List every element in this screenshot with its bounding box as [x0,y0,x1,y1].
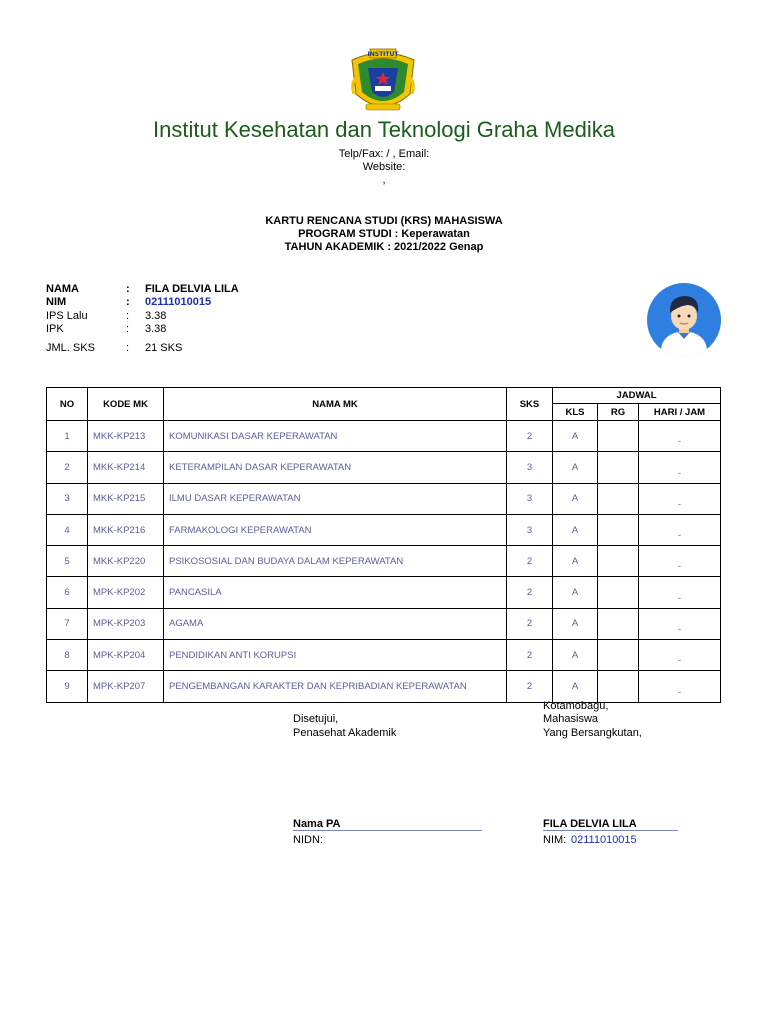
ipk-label: IPK [46,323,64,335]
row-kode: MPK-KP207 [88,671,164,702]
name-value: FILA DELVIA LILA [145,283,239,295]
nim-sep: : [126,296,130,308]
row-kls: A [553,483,598,514]
institution-name: Institut Kesehatan dan Teknologi Graha Medika [153,117,615,142]
row-kls: A [553,514,598,545]
row-kls: A [553,452,598,483]
row-rg [598,671,639,702]
row-no: 4 [47,514,88,545]
nidn-label: NIDN: [293,834,323,846]
krs-table [46,387,721,703]
nim-value: 02111010015 [145,296,212,308]
name-label: NAMA [46,283,79,295]
advisor-label: Penasehat Akademik [293,727,397,739]
row-kode: MKK-KP214 [88,452,164,483]
ipk-sep: : [126,323,130,335]
row-hari: - [639,640,721,671]
header-kls: KLS [553,404,598,421]
row-sks: 2 [507,671,553,702]
student-self-label: Yang Bersangkutan, [543,727,642,739]
table-row [47,640,721,671]
row-sks: 3 [507,483,553,514]
row-kls: A [553,608,598,639]
row-nama: PSIKOSOSIAL DAN BUDAYA DALAM KEPERAWATAN [164,546,507,577]
row-sks: 2 [507,608,553,639]
row-kls: A [553,546,598,577]
table-row [47,671,721,702]
row-nama: PANCASILA [164,577,507,608]
row-rg [598,546,639,577]
table-row [47,452,721,483]
nim-label: NIM [46,296,67,308]
row-nama: KOMUNIKASI DASAR KEPERAWATAN [164,421,507,452]
city-date: Kotamobagu, [543,700,609,712]
row-kode: MKK-KP215 [88,483,164,514]
table-row [47,483,721,514]
document-title: KARTU RENCANA STUDI (KRS) MAHASISWA [265,215,503,227]
row-nama: FARMAKOLOGI KEPERAWATAN [164,514,507,545]
signature-nim-label: NIM: [543,834,567,846]
row-hari: - [639,546,721,577]
extra-info: , [382,174,386,186]
header-nama: NAMA MK [164,388,507,421]
row-nama: PENDIDIKAN ANTI KORUPSI [164,640,507,671]
row-rg [598,514,639,545]
table-row [47,421,721,452]
row-no: 8 [47,640,88,671]
row-kode: MPK-KP203 [88,608,164,639]
row-no: 7 [47,608,88,639]
sks-value: 21 SKS [145,342,183,354]
academic-year: TAHUN AKADEMIK : 2021/2022 Genap [284,241,484,253]
svg-text:INSTITUT: INSTITUT [367,51,399,58]
table-row [47,546,721,577]
advisor-name: Nama PA [293,818,482,831]
row-kode: MKK-KP220 [88,546,164,577]
ips-value: 3.38 [145,310,167,322]
sks-label: JML. SKS [46,342,95,354]
row-sks: 2 [507,546,553,577]
row-no: 9 [47,671,88,702]
row-no: 1 [47,421,88,452]
row-sks: 3 [507,514,553,545]
row-hari: - [639,608,721,639]
row-hari: - [639,577,721,608]
row-kls: A [553,577,598,608]
table-row [47,577,721,608]
ips-sep: : [126,310,130,322]
header-sks: SKS [507,388,553,421]
row-rg [598,608,639,639]
institution-logo-icon [344,46,422,120]
approved-label: Disetujui, [293,713,339,725]
row-kode: MPK-KP202 [88,577,164,608]
row-kls: A [553,671,598,702]
row-rg [598,577,639,608]
row-kode: MKK-KP213 [88,421,164,452]
row-hari: - [639,452,721,483]
student-role-label: Mahasiswa [543,713,599,725]
signature-nim-value: 02111010015 [571,834,637,846]
row-nama: ILMU DASAR KEPERAWATAN [164,483,507,514]
header-rg: RG [598,404,639,421]
sks-sep: : [126,342,130,354]
row-rg [598,421,639,452]
header-hari: HARI / JAM [639,404,721,421]
row-no: 6 [47,577,88,608]
row-sks: 3 [507,452,553,483]
row-kode: MPK-KP204 [88,640,164,671]
row-hari: - [639,421,721,452]
row-hari: - [639,483,721,514]
row-kls: A [553,421,598,452]
header-jadwal: JADWAL [553,388,721,404]
row-hari: - [639,671,721,702]
header-kode: KODE MK [88,388,164,421]
contact-info: Telp/Fax: / , Email: [338,148,430,160]
row-nama: AGAMA [164,608,507,639]
student-signature-name: FILA DELVIA LILA [543,818,678,831]
program-title: PROGRAM STUDI : Keperawatan [298,228,470,240]
name-sep: : [126,283,130,295]
header-no: NO [47,388,88,421]
row-sks: 2 [507,640,553,671]
row-no: 2 [47,452,88,483]
row-rg [598,452,639,483]
row-no: 3 [47,483,88,514]
row-nama: KETERAMPILAN DASAR KEPERAWATAN [164,452,507,483]
student-avatar-icon [647,283,721,357]
row-no: 5 [47,546,88,577]
row-kode: MKK-KP216 [88,514,164,545]
row-sks: 2 [507,577,553,608]
table-row [47,514,721,545]
ipk-value: 3.38 [145,323,167,335]
row-rg [598,640,639,671]
row-rg [598,483,639,514]
row-sks: 2 [507,421,553,452]
website-info: Website: [362,161,406,173]
row-nama: PENGEMBANGAN KARAKTER DAN KEPRIBADIAN KEPERAWATAN [164,671,507,702]
row-hari: - [639,514,721,545]
table-row [47,608,721,639]
row-kls: A [553,640,598,671]
ips-label: IPS Lalu [46,310,88,322]
